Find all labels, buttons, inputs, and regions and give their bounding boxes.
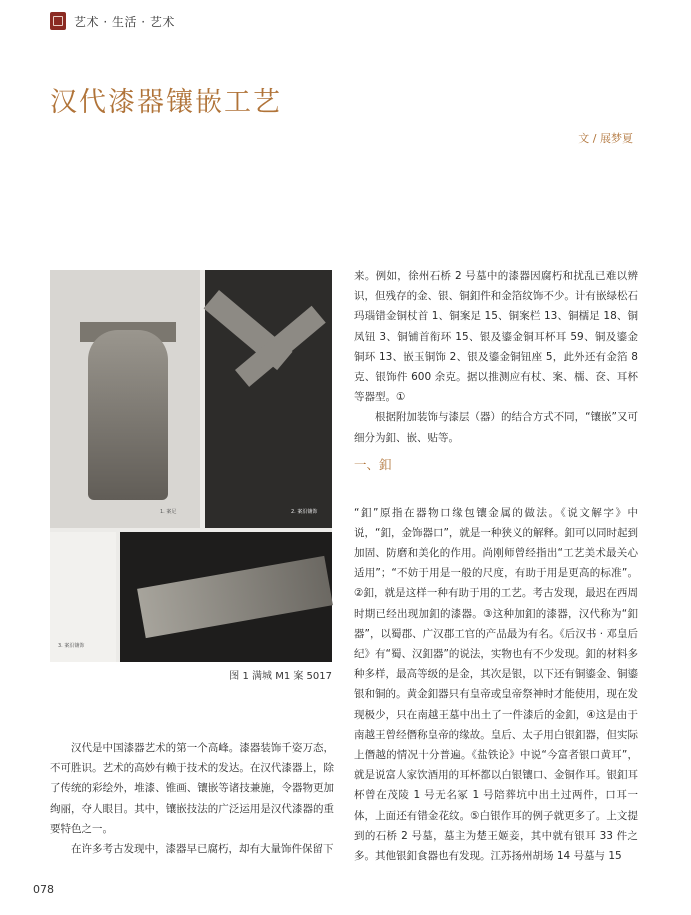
paragraph: 汉代是中国漆器艺术的第一个高峰。漆器装饰千姿万态，不可胜识。艺术的高妙有赖于技术的发达。在汉代漆器上，除了传统的彩绘外，堆漆、锥画、镶嵌等诸技兼施，令器物更加绚丽，夺人眼目。其中，镶嵌技法的广泛运用是汉代漆器的重要特色之一。 [50, 742, 334, 835]
paragraph: 在许多考古发现中，漆器早已腐朽，却有大量饰件保留下 [71, 843, 334, 856]
photo-table-leg [50, 270, 200, 528]
article-title: 汉代漆器镶嵌工艺 [50, 87, 282, 118]
paragraph: 根据附加装饰与漆层（器）的结合方式不同，“镶嵌”又可细分为釦、嵌、贴等。 [354, 411, 638, 444]
photo-label-3: 3. 案沿镶饰 [58, 643, 85, 649]
photo-corner-fitting [205, 270, 332, 528]
photo-label-2: 2. 案沿镶饰 [291, 509, 318, 515]
paragraph: “釦”原指在器物口缘包镶金属的做法。《说文解字》中说，“釦，金饰器口”，就是一种狭义的解释。釦可以同时起到加固、防磨和美化的作用。尚刚师曾经指出“工艺美术最关心适用”；“不妨于用是一般的尺度，有助于用是更高的标准”。②釦，就是这样一种有助于用的工艺。考古发现，最迟在西周时期已经出现加釦的漆器。③这种加釦的漆器，汉代称为“釦器”，以蜀郡、广汉郡工官的产品最为有名。《后汉书 · 邓皇后纪》有“蜀、汉釦器”的说法，实物也有不少发现。釦的材料多种多样，最高等级的是金，其次是银，以下还有铜鎏金、铜鎏银和铜的。黄金釦器只有皇帝或皇帝祭神时才能使用，现在发现极少，只在南越王墓中出土了一件漆后的金釦，④这是由于南越王曾经僭称皇帝的缘故。皇后、太子用白银釦器，但实际上僭越的情况十分普遍。《盐铁论》中说“今富者银口黄耳”，就是说富人家饮酒用的耳杯都以白银镶口、金铜作耳。银釦耳杯曾在茂陵 1 号无名冢 1 号陪葬坑中出土过两件，口耳一体，上面还有错金花纹。⑤白银作耳的例子就更多了。上文提到的石桥 2 号墓，墓主为楚王姬妾，其中就有银耳 33 件之多。其他银釦食器也有发现。江苏扬州胡场 14 号墓与 15 [354, 506, 638, 862]
seal-icon [50, 12, 66, 30]
page-header [50, 10, 175, 32]
figure-photos [50, 270, 332, 662]
page-number: 078 [33, 883, 54, 896]
photo-label-1: 1. 案足 [160, 509, 177, 515]
subheading: 一、釦 [354, 457, 392, 472]
figure-caption: 图 1 满城 M1 案 5017 [229, 671, 332, 682]
body-right-main [354, 492, 638, 877]
body-right-top [354, 266, 638, 448]
section-label: 艺术 · 生活 · 艺术 [74, 14, 175, 29]
body-left-column [50, 738, 334, 859]
photo-table-edge [120, 532, 332, 662]
author-byline: 文 / 展梦夏 [578, 132, 633, 145]
paragraph: 来。例如，徐州石桥 2 号墓中的漆器因腐朽和扰乱已难以辨识，但残存的金、银、铜釦件和金箔纹饰不少。计有嵌绿松石玛瑙错金铜杖首 1、铜案足 15、铜案栏 13、铜檽足 18、铜凤钮 3、铜铺首衔环 15、银及鎏金铜耳杯耳 59、铜及鎏金铜环 13、嵌玉铜饰 2、银及鎏金铜钮座 5，此外还有金箔 8 克、银饰件 600 余克。据以推测应有杖、案、檽、奁、耳杯等器型。① [354, 270, 638, 404]
